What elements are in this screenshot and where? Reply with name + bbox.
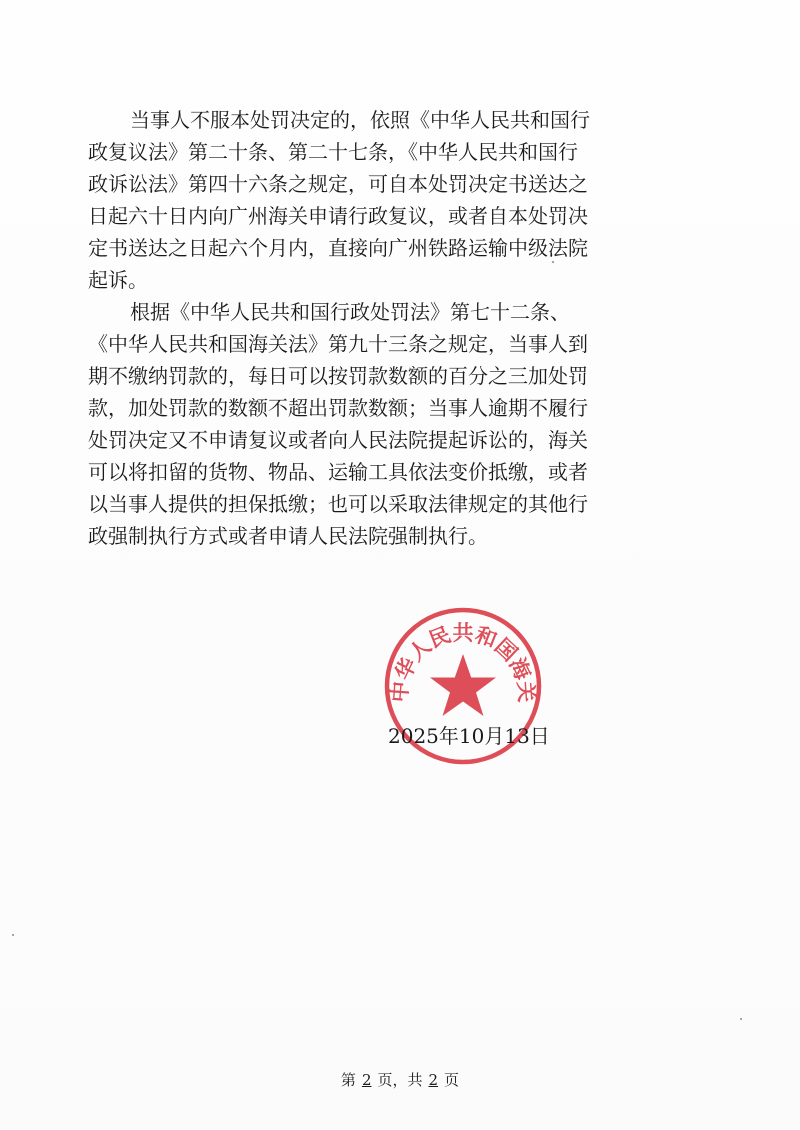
footer-prefix: 第 bbox=[340, 1071, 356, 1089]
scan-speck bbox=[552, 261, 554, 263]
document-body bbox=[88, 104, 648, 552]
text-line: 以当事人提供的担保抵缴；也可以采取法律规定的其他行 bbox=[88, 492, 588, 516]
text-line: 根据《中华人民共和国行政处罚法》第七十二条、 bbox=[130, 300, 570, 324]
text-line: 政诉讼法》第四十六条之规定，可自本处罚决定书送达之 bbox=[88, 172, 588, 196]
text-line: 《中华人民共和国海关法》第九十三条之规定，当事人到 bbox=[88, 332, 588, 356]
page-number-footer bbox=[0, 1070, 800, 1090]
text-line: 可以将扣留的货物、物品、运输工具依法变价抵缴，或者 bbox=[88, 460, 588, 484]
text-line: 当事人不服本处罚决定的，依照《中华人民共和国行 bbox=[130, 108, 590, 132]
text-line: 款，加处罚款的数额不超出罚款数额；当事人逾期不履行 bbox=[88, 396, 588, 420]
footer-middle: 页，共 bbox=[377, 1071, 423, 1089]
text-line: 起诉。 bbox=[88, 268, 148, 292]
paragraph-appeal bbox=[88, 104, 648, 296]
scan-speck bbox=[12, 934, 14, 936]
document-date: 2025年10月13日 bbox=[388, 724, 550, 748]
footer-suffix: 页 bbox=[444, 1071, 460, 1089]
total-page-number: 2 bbox=[428, 1071, 439, 1089]
current-page-number: 2 bbox=[361, 1071, 372, 1089]
text-line: 期不缴纳罚款的，每日可以按罚款数额的百分之三加处罚 bbox=[88, 364, 588, 388]
text-line: 处罚决定又不申请复议或者向人民法院提起诉讼的，海关 bbox=[88, 428, 588, 452]
seal-star-icon bbox=[430, 654, 496, 716]
text-line: 日起六十日内向广州海关申请行政复议，或者自本处罚决 bbox=[88, 204, 588, 228]
text-line: 政复议法》第二十条、第二十七条，《中华人民共和国行 bbox=[88, 140, 578, 164]
scan-speck bbox=[740, 1018, 742, 1020]
seal-arc-text: 中华人民共和国海关 bbox=[386, 620, 540, 704]
text-line: 定书送达之日起六个月内，直接向广州铁路运输中级法院 bbox=[88, 236, 588, 260]
text-line: 政强制执行方式或者申请人民法院强制执行。 bbox=[88, 524, 488, 548]
paragraph-enforcement bbox=[88, 296, 648, 552]
